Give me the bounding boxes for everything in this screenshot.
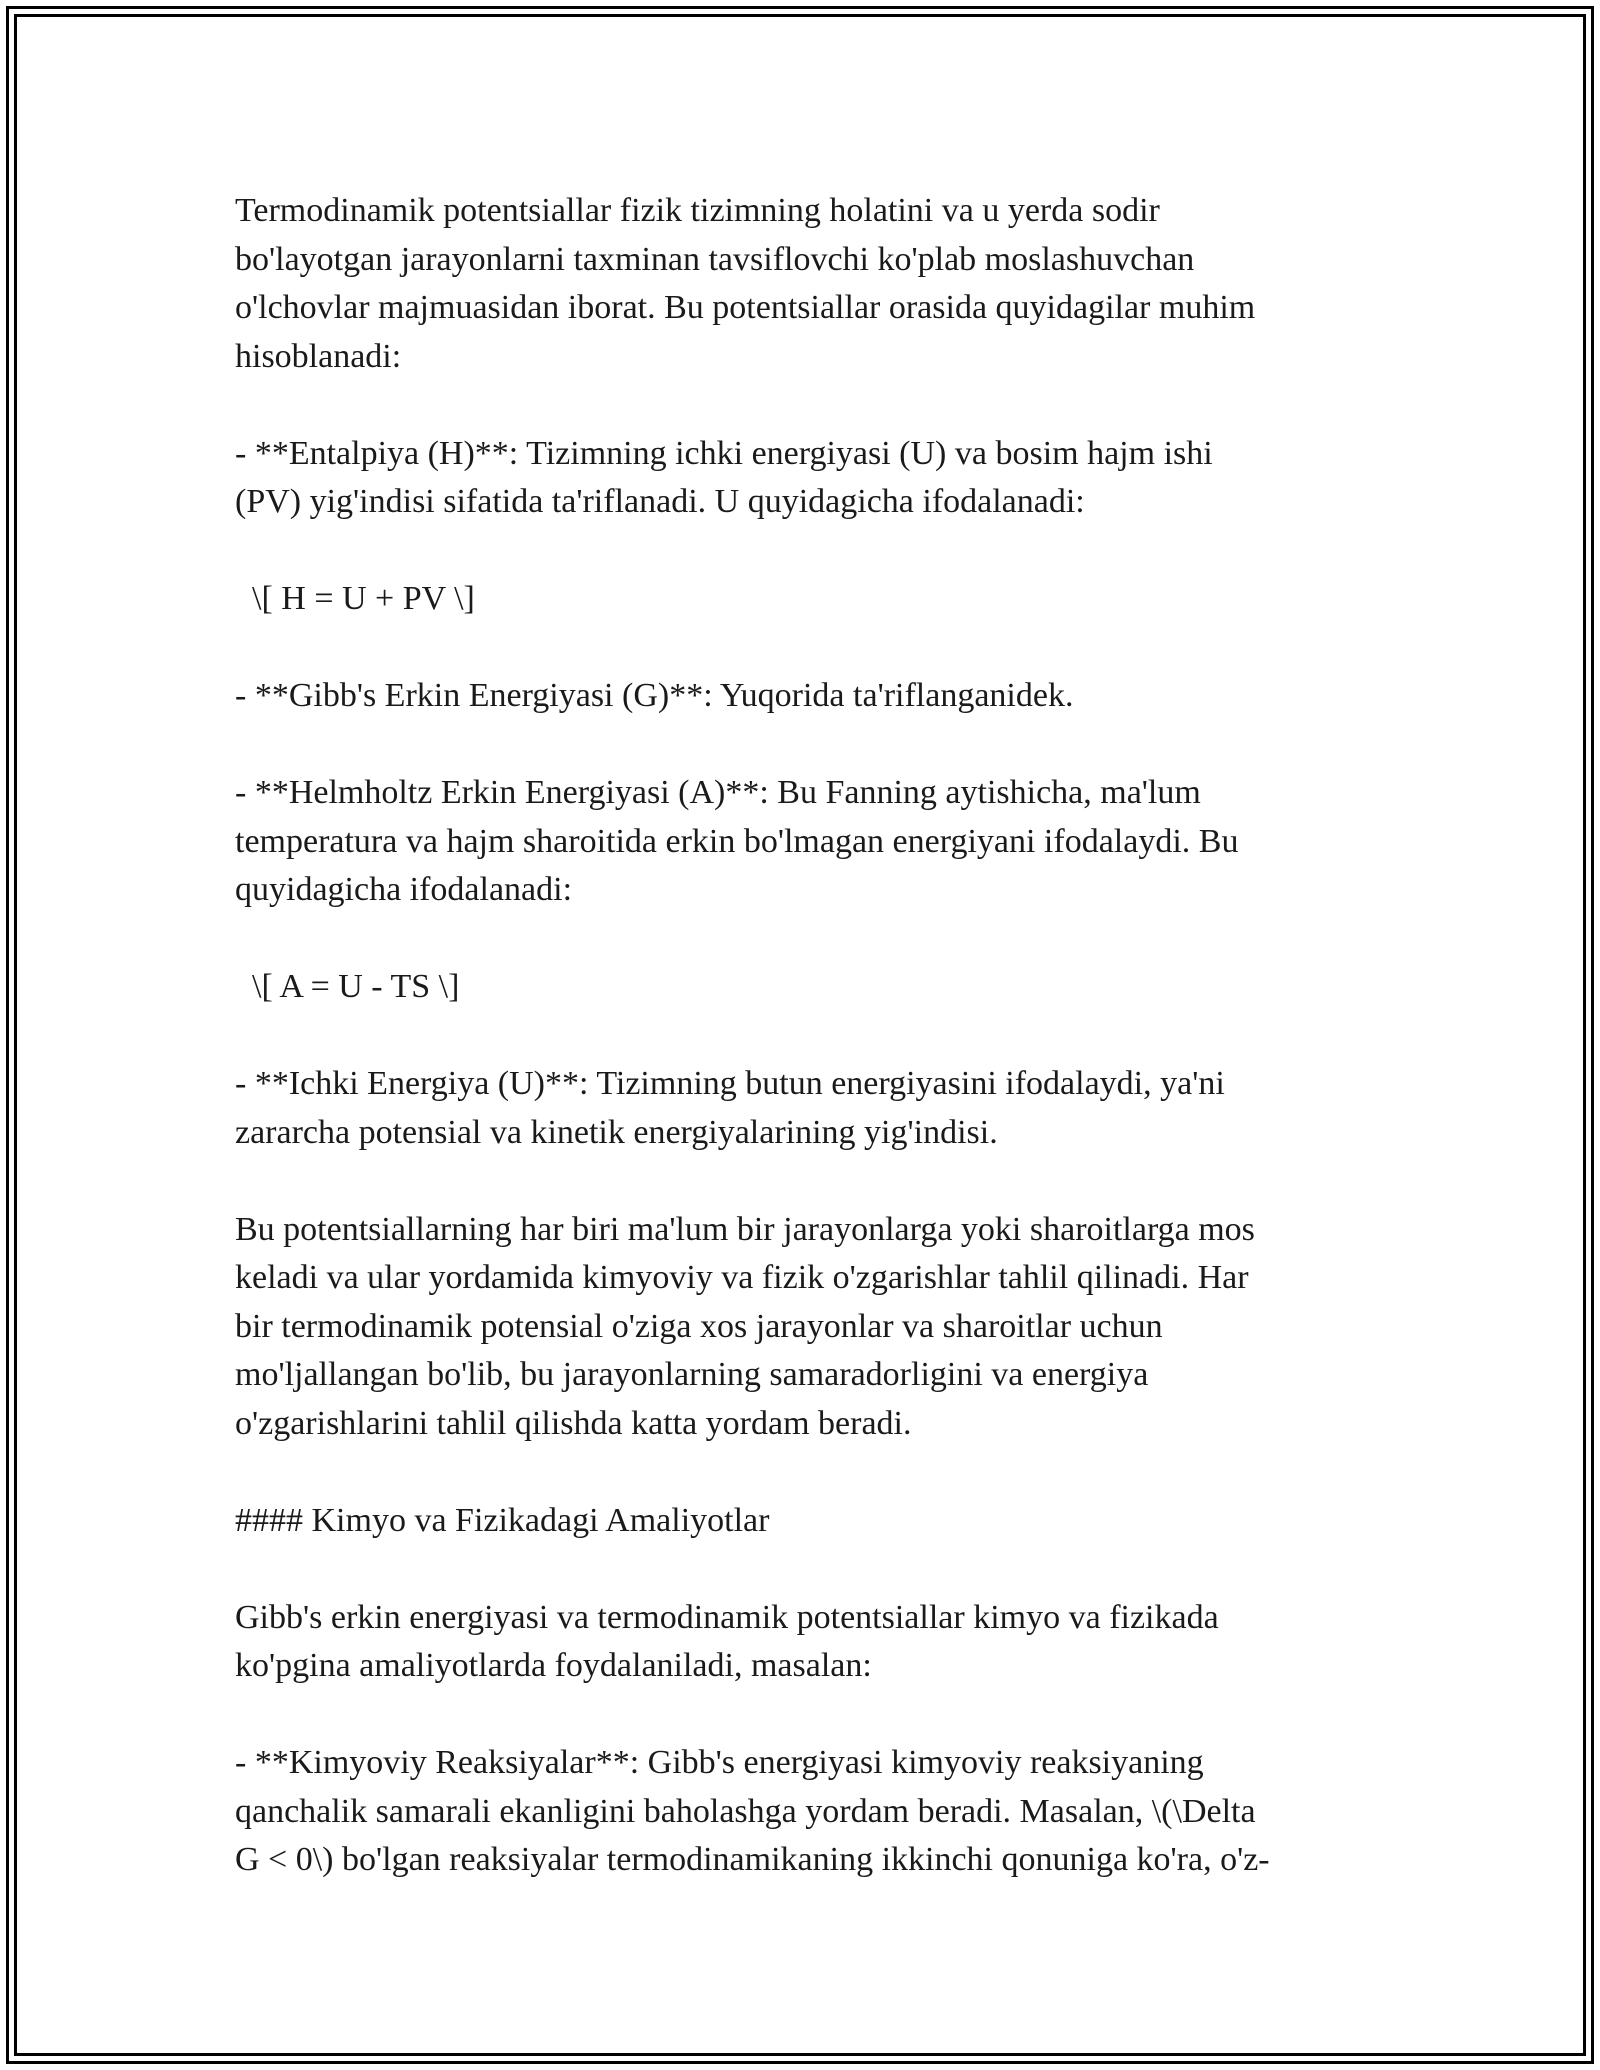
- list-item-internal-energy: [235, 1060, 1385, 1157]
- text-line: hisoblanadi:: [235, 337, 402, 375]
- intro-paragraph: [235, 187, 1385, 381]
- text-line: Termodinamik potentsiallar fizik tizimning holatini va u yerda sodir: [235, 192, 1160, 229]
- summary-paragraph: [235, 1206, 1385, 1449]
- list-item-gibbs: [235, 672, 1385, 721]
- applications-paragraph: [235, 1594, 1385, 1691]
- list-item-helmholtz: [235, 769, 1385, 915]
- text-line: bir termodinamik potensial o'ziga xos jarayonlar va sharoitlar uchun: [235, 1307, 1163, 1345]
- list-item-entalpiya: [235, 430, 1385, 527]
- text-line: (PV) yig'indisi sifatida ta'riflanadi. U quyidagicha ifodalanadi:: [235, 483, 1085, 520]
- text-line: - **Ichki Energiya (U)**: Tizimning butun energiyasini ifodalaydi, ya'ni: [235, 1065, 1225, 1102]
- text-line: - **Gibb's Erkin Energiyasi (G)**: Yuqorida ta'riflanganidek.: [235, 677, 1074, 714]
- equation-line: \[ A = U - TS \]: [252, 968, 460, 1005]
- text-line: qanchalik samarali ekanligini baholashga yordam beradi. Masalan, \(\Delta: [235, 1792, 1256, 1830]
- text-line: G < 0\) bo'lgan reaksiyalar termodinamikaning ikkinchi qonuniga ko'ra, o'z-: [235, 1841, 1270, 1878]
- text-line: ko'pgina amaliyotlarda foydalaniladi, masalan:: [235, 1647, 872, 1684]
- text-line: o'lchovlar majmuasidan iborat. Bu potentsiallar orasida quyidagilar muhim: [235, 289, 1256, 326]
- text-line: bo'layotgan jarayonlarni taxminan tavsiflovchi ko'plab moslashuvchan: [235, 240, 1195, 278]
- text-line: keladi va ular yordamida kimyoviy va fizik o'zgarishlar tahlil qilinadi. Har: [235, 1259, 1249, 1296]
- text-line: - **Helmholtz Erkin Energiyasi (A)**: Bu Fanning aytishicha, ma'lum: [235, 774, 1201, 811]
- text-line: mo'ljallangan bo'lib, bu jarayonlarning samaradorligini va energiya: [235, 1356, 1149, 1393]
- section-heading: [235, 1497, 1385, 1546]
- text-line: quyidagicha ifodalanadi:: [235, 871, 573, 908]
- text-line: o'zgarishlarini tahlil qilishda katta yordam beradi.: [235, 1404, 912, 1442]
- equation-helmholtz: [235, 963, 1385, 1012]
- text-line: Gibb's erkin energiyasi va termodinamik potentsiallar kimyo va fizikada: [235, 1598, 1219, 1636]
- text-line: zararcha potensial va kinetik energiyalarining yig'indisi.: [235, 1113, 998, 1151]
- equation-line: \[ H = U + PV \]: [252, 580, 475, 617]
- text-line: temperatura va hajm sharoitida erkin bo'lmagan energiyani ifodalaydi. Bu: [235, 822, 1239, 860]
- text-line: - **Kimyoviy Reaksiyalar**: Gibb's energiyasi kimyoviy reaksiyaning: [235, 1744, 1204, 1781]
- document-body: [235, 187, 1385, 1885]
- text-line: - **Entalpiya (H)**: Tizimning ichki energiyasi (U) va bosim hajm ishi: [235, 434, 1213, 472]
- equation-enthalpy: [235, 575, 1385, 624]
- text-line: Bu potentsiallarning har biri ma'lum bir jarayonlarga yoki sharoitlarga mos: [235, 1210, 1255, 1248]
- heading-line: #### Kimyo va Fizikadagi Amaliyotlar: [235, 1501, 770, 1539]
- list-item-chemical-reactions: [235, 1739, 1385, 1885]
